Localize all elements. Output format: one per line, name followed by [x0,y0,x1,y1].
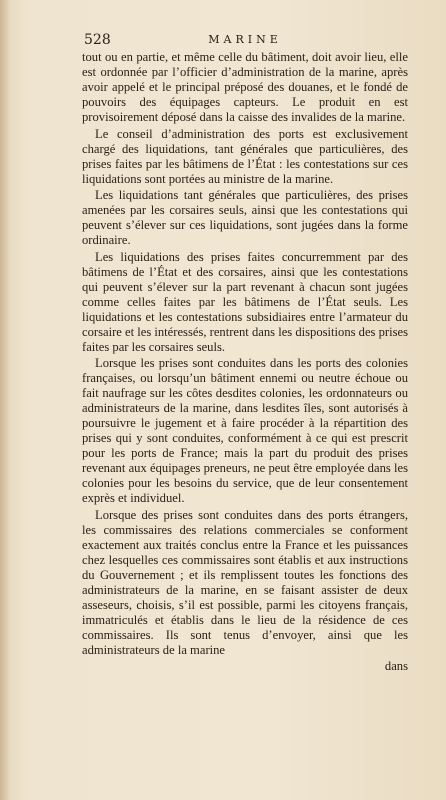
page-header [84,30,406,50]
body-text [82,50,408,674]
running-head: MARINE [208,33,282,46]
catchword: dans [384,659,408,673]
paragraph-6: Lorsque des prises sont conduites dans des ports étrangers, les commissaires des relations commerciales se conforment exactement aux traités conclus entre la France et les puissances chez lesquelles ces commissaires sont établis et aux instructions du Gouvernement ; et ils remplissent toutes les fonctions des administrateurs de la marine, en se faisant assister de deux asseseurs, choisis, s’il est possible, parmi les citoyens français, immatriculés et établis dans le lieu de la résidence de ces commissaires. Ils sont tenus d’envoyer, ainsi que les administrateurs de la marine [82,507,408,657]
paragraph-1: tout ou en partie, et même celle du bâtiment, doit avoir lieu, elle est ordonnée par l’officier d’administration de la marine, après avoir appelé et le principal préposé des douanes, et le fondé de pouvoirs des équipages capteurs. Le produit en est provisoirement déposé dans la caisse des invalides de la marine. [82,50,408,124]
page-number: 528 [84,32,111,48]
paragraph-5: Lorsque les prises sont conduites dans les ports des colonies françaises, ou lorsqu’un bâtiment ennemi ou neutre échoue ou fait naufrage sur les côtes desdites colonies, les ordonnateurs ou administrateurs de la marine, dans lesdites îles, sont autorisés à poursuivre le jugement et à faire procéder à la répartition des prises qui y sont conduites, conformément à ce qui est prescrit pour les ports de France; mais la part du produit des prises revenant aux équipages preneurs, ne peut être employée dans les colonies pour les besoins du service, que de leur consentement exprès et individuel. [82,356,408,505]
paragraph-3: Les liquidations tant générales que particulières, des prises amenées par les corsaires seuls, ainsi que les contestations qui peuvent s’élever sur ces liquidations, sont jugées dans la forme ordinaire. [82,188,408,247]
paragraph-4: Les liquidations des prises faites concurremment par des bâtimens de l’État et des corsaires, ainsi que les contestations qui peuvent s’élever sur la part revenant à chacun sont jugées comme celles faites par les bâtimens de l’État seuls. Les liquidations et les contestations subsidiaires entre l’armateur du corsaire et les intéressés, rentrent dans les dispositions des prises faites par les corsaires seuls. [82,249,408,354]
paragraph-2: Le conseil d’administration des ports est exclusivement chargé des liquidations, tant générales que particulières, des prises faites par les bâtimens de l’État : les contestations sur ces liquidations sont portées au ministre de la marine. [82,126,408,186]
page-gutter-shadow [0,0,10,800]
